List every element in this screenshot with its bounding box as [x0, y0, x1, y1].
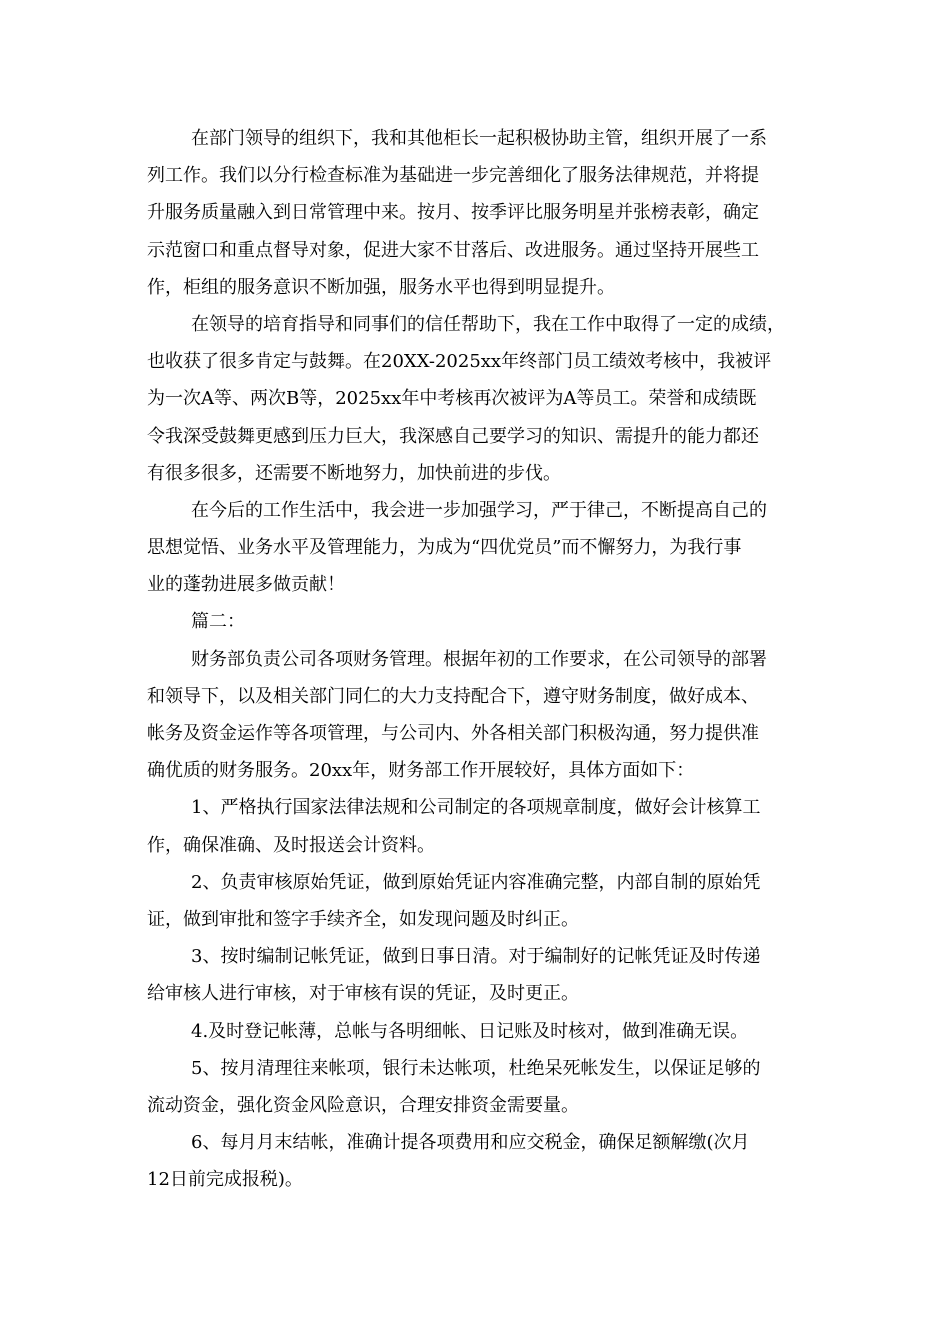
list-item-line: 6、每月月末结帐，准确计提各项费用和应交税金，确保足额解缴(次月	[191, 1132, 750, 1154]
list-item-line: 证，做到审批和签字手续齐全，如发现问题及时纠正。	[147, 908, 579, 930]
list-item-line: 3、按时编制记帐凭证，做到日事日清。对于编制好的记帐凭证及时传递	[191, 946, 761, 968]
list-item-line: 流动资金，强化资金风险意识，合理安排资金需要量。	[147, 1094, 579, 1116]
text-line: 在领导的培育指导和同事们的信任帮助下，我在工作中取得了一定的成绩，	[191, 313, 785, 335]
list-item-line: 5、按月清理往来帐项，银行未达帐项，杜绝呆死帐发生，以保证足够的	[191, 1057, 761, 1079]
text-line: 有很多很多，还需要不断地努力，加快前进的步伐。	[147, 462, 561, 484]
text-line: 帐务及资金运作等各项管理，与公司内、外各相关部门积极沟通，努力提供准	[147, 723, 759, 744]
list-item-line: 给审核人进行审核，对于审核有误的凭证，及时更正。	[147, 983, 579, 1005]
list-item-line: 作，确保准确、及时报送会计资料。	[147, 834, 435, 856]
section-heading: 篇二：	[191, 611, 245, 633]
list-item-line: 12日前完成报税)。	[147, 1169, 303, 1191]
text-line: 在今后的工作生活中，我会进一步加强学习，严于律己，不断提高自己的	[191, 499, 767, 521]
list-item-line: 4.及时登记帐薄，总帐与各明细帐、日记账及时核对，做到准确无误。	[191, 1020, 749, 1042]
text-line: 升服务质量融入到日常管理中来。按月、按季评比服务明星并张榜表彰，确定	[147, 202, 759, 224]
list-item-line: 2、负责审核原始凭证，做到原始凭证内容准确完整，内部自制的原始凭	[191, 871, 761, 893]
text-line: 为一次A等、两次B等，2025xx年中考核再次被评为A等员工。荣誉和成绩既	[147, 388, 757, 410]
text-line: 示范窗口和重点督导对象，促进大家不甘落后、改进服务。通过坚持开展些工	[147, 239, 759, 261]
text-line: 思想觉悟、业务水平及管理能力，为成为“四优党员”而不懈努力，为我行事	[147, 537, 742, 559]
text-line: 财务部负责公司各项财务管理。根据年初的工作要求，在公司领导的部署	[191, 648, 767, 670]
text-line: 也收获了很多肯定与鼓舞。在20XX-2025xx年终部门员工绩效考核中，我被评	[147, 351, 772, 373]
text-line: 业的蓬勃进展多做贡献！	[147, 574, 345, 596]
text-line: 作，柜组的服务意识不断加强，服务水平也得到明显提升。	[147, 276, 615, 298]
text-line: 和领导下，以及相关部门同仁的大力支持配合下，遵守财务制度，做好成本、	[147, 685, 759, 707]
list-item-line: 1、严格执行国家法律法规和公司制定的各项规章制度，做好会计核算工	[191, 797, 761, 819]
text-line: 在部门领导的组织下，我和其他柜长一起积极协助主管，组织开展了一系	[191, 128, 767, 149]
text-line: 令我深受鼓舞更感到压力巨大，我深感自己要学习的知识、需提升的能力都还	[147, 425, 759, 447]
document-body	[147, 120, 827, 1198]
text-line: 列工作。我们以分行检查标准为基础进一步完善细化了服务法律规范，并将提	[147, 165, 759, 187]
text-line: 确优质的财务服务。20xx年，财务部工作开展较好，具体方面如下：	[147, 760, 695, 782]
